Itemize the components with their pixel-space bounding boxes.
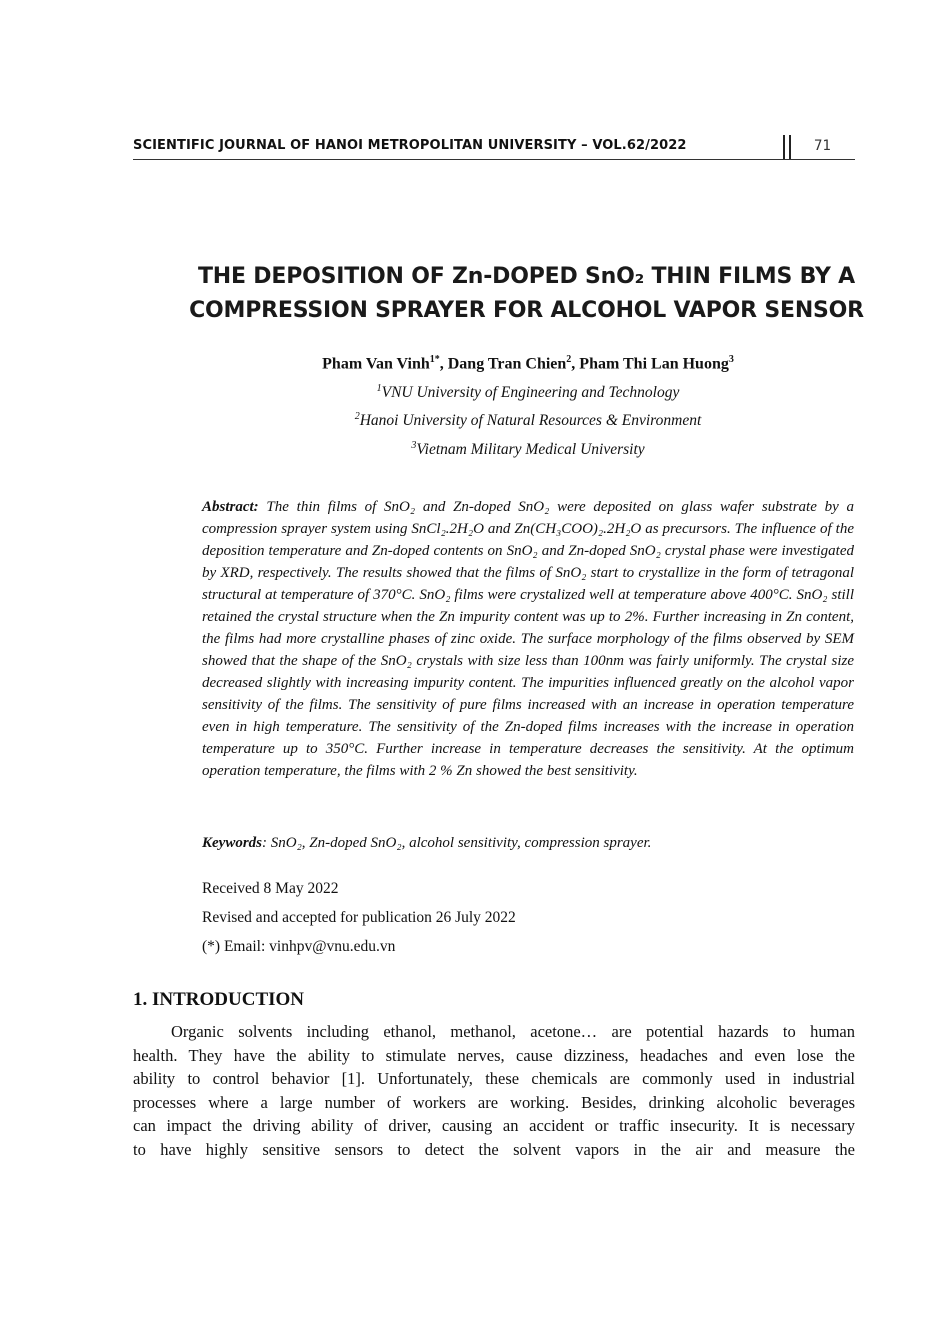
affiliation-2: $^2$Hanoi University of Natural Resources & Environment (354, 411, 702, 430)
abstract (202, 496, 854, 782)
abstract-label: Abstract: (202, 499, 259, 515)
body-line: to have highly sensitive sensors to detect the solvent vapors in the air and measure the (133, 1139, 855, 1159)
revised-date: Revised and accepted for publication 26 July 2022 (202, 909, 516, 926)
body-line: processes where a large number of workers are working. Besides, drinking alcoholic beverages (133, 1092, 855, 1112)
affiliation-1: $^1$VNU University of Engineering and Technology (376, 383, 680, 402)
body-line: Organic solvents including ethanol, methanol, acetone… are potential hazards to human (171, 1022, 855, 1041)
section-heading: 1. INTRODUCTION (133, 989, 305, 1010)
journal-name: SCIENTIFIC JOURNAL OF HANOI METROPOLITAN UNIVERSITY – VOL.62/2022 (133, 138, 687, 153)
author-2-sup: 2 (566, 354, 572, 365)
body-line: ability to control behavior [1]. Unfortunately, these chemicals are commonly used in industrial (133, 1069, 855, 1088)
received-date: Received 8 May 2022 (202, 880, 339, 897)
abstract-text: The thin films of SnO₂ and Zn-doped SnO₂ were deposited on glass wafer substrate by a compression sprayer system using SnCl₂.2H₂O and Zn(CH₃COO)₂.2H₂O as precursors. The influence of the deposition temperature and Zn-doped contents on SnO₂ and Zn-doped SnO₂ crystal phase were investigated by XRD, respectively. The results showed that the films of SnO₂ start to crystallize in the form of tetragonal structural at temperature of 370°C. SnO₂ films were crystalized well at temperature above 400°C. SnO₂ still retained the crystal structure when the Zn impurity content was up to 2%. Further increasing in Zn content, the films had more crystalline phases of zinc oxide. The surface morphology of the films observed by SEM showed that the shape of the SnO₂ crystals with size less than 100nm was fairly uniformly. The crystal size decreased slightly with increasing impurity content. The impurities influenced greatly on the alcohol vapor sensitivity of the films. The sensitivity of pure films increased with an increase in operation temperature even in high temperature. The sensitivity of the Zn-doped films increases with the increase in operation temperature up to 350°C. Further increase in temperature decreases the sensitivity. At the optimum operation temperature, the films with 2 % Zn showed the best sensitivity. (202, 499, 855, 779)
author-3: , Pham Thi Lan Huong (571, 355, 729, 373)
keywords-label: Keywords (202, 835, 262, 851)
header-rule (133, 159, 855, 160)
title-line-1: THE DEPOSITION OF Zn-DOPED SnO₂ THIN FILMS BY A (198, 264, 855, 289)
running-header (133, 137, 855, 161)
author-1: Pham Van Vinh (322, 355, 430, 373)
page-number: 71 (814, 138, 831, 154)
introduction-body (133, 1020, 855, 1161)
body-line: health. They have the ability to stimulate nerves, cause dizziness, headaches and even lose the (133, 1045, 855, 1065)
contact-email: (*) Email: vinhpv@vnu.edu.vn (202, 938, 396, 955)
author-2: , Dang Tran Chien (439, 355, 567, 373)
affiliation-3: $^3$Vietnam Military Medical University (411, 440, 645, 459)
author-1-sup: 1* (429, 354, 440, 365)
author-list (202, 354, 854, 373)
header-double-bar (783, 135, 791, 159)
title-line-2: COMPRESSION SPRAYER FOR ALCOHOL VAPOR SENSOR (189, 298, 864, 323)
keywords-text: : SnO₂, Zn-doped SnO₂, alcohol sensitivity, compression sprayer. (262, 835, 652, 851)
keywords (202, 832, 854, 854)
paper-title (160, 260, 893, 328)
body-line: can impact the driving ability of driver, causing an accident or traffic insecurity. It is necessary (133, 1116, 855, 1135)
author-3-sup: 3 (728, 354, 734, 365)
